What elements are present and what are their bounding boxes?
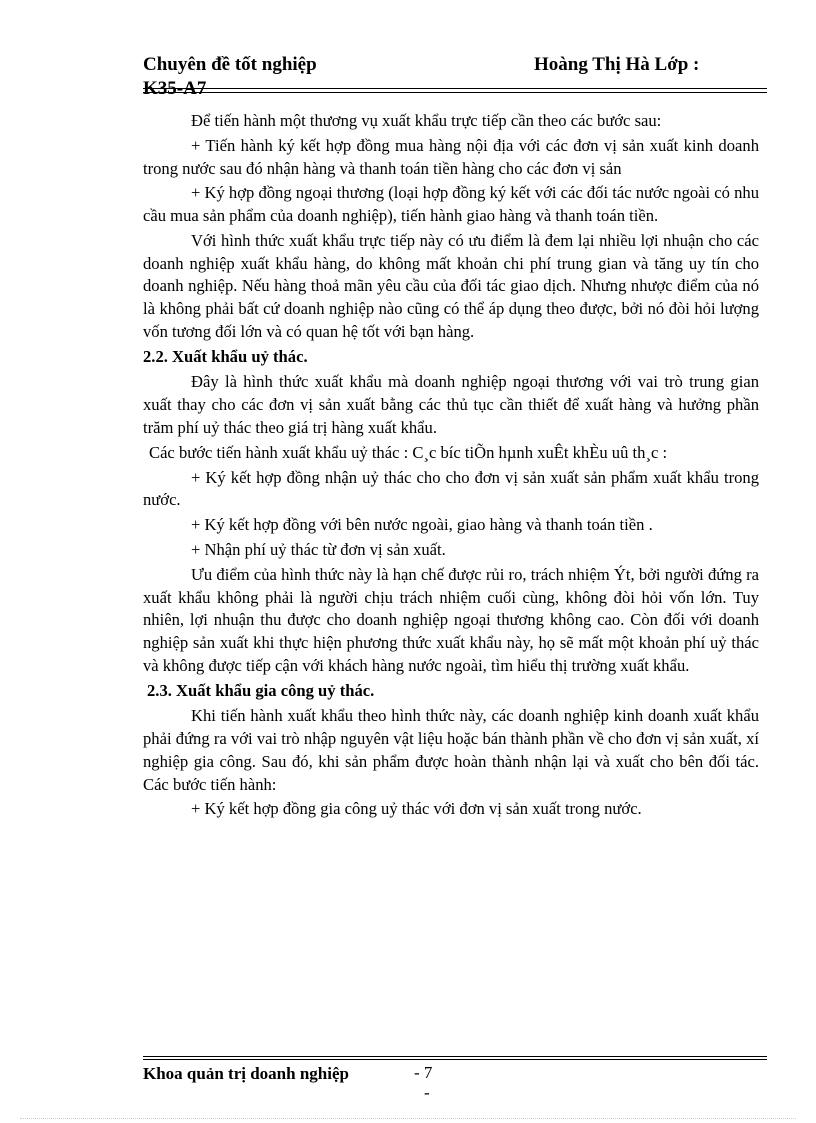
- paragraph: Để tiến hành một thương vụ xuất khẩu trực tiếp cần theo các bước sau:: [191, 111, 662, 130]
- header-class-code: K35-A7: [143, 79, 207, 94]
- paragraph: Đây là hình thức xuất khẩu mà doanh nghiệp ngoại thương với vai trò trung gian xuất thay cho các đơn vị sản xuất bằng các thủ tục cần thiết để xuất hàng và hưởng phần trăm phí uỷ thác theo giá trị hàng xuất khẩu.: [143, 372, 759, 437]
- footer-rule-thin: [143, 1059, 767, 1060]
- page-number: - 7: [414, 1063, 433, 1082]
- bullet-paragraph: + Ký kết hợp đồng với bên nước ngoài, giao hàng và thanh toán tiền .: [191, 515, 653, 535]
- header-title: Chuyên đề tốt nghiệp: [143, 54, 317, 75]
- bullet-paragraph: + Tiến hành ký kết hợp đồng mua hàng nội địa với các đơn vị sản xuất kinh doanh trong nước sau đó nhận hàng và thanh toán tiền hàng cho các đơn vị sản: [143, 135, 759, 178]
- header-rule: [143, 88, 767, 89]
- bullet-paragraph: + Ký hợp đồng ngoại thương (loại hợp đồng ký kết với các đối tác nước ngoài có nhu cầu mua sản phẩm của doanh nghiệp), tiến hành giao hàng và thanh toán tiền.: [143, 183, 760, 226]
- page-body: [143, 110, 759, 823]
- paragraph: Với hình thức xuất khẩu trực tiếp này có ưu điểm là đem lại nhiều lợi nhuận cho các doanh nghiệp xuất khẩu hàng, do không mất khoản chi phí trung gian và tăng uy tín cho doanh nghiệp. Nếu hàng thoả mãn yêu cầu của đối tác giao dịch. Nhưng nhược điểm của nó là không phải bất cứ doanh nghiệp nào cũng có thể áp dụng theo được, bởi nó đòi hỏi lượng vốn tương đối lớn và có quan hệ tốt với bạn hàng.: [143, 231, 759, 341]
- header-author: Hoàng Thị Hà Lớp :: [534, 54, 700, 75]
- paragraph: Khi tiến hành xuất khẩu theo hình thức này, các doanh nghiệp kinh doanh xuất khẩu phải đứng ra với vai trò nhập nguyên vật liệu hoặc bán thành phần về cho đơn vị sản xuất, xí nghiệp gia công. Sau đó, khi sản phẩm được hoàn thành nhận lại và xuất cho bên đối tác. Các bước tiến hành:: [143, 706, 759, 794]
- page-number-dash: -: [424, 1083, 430, 1102]
- section-heading-2-3: 2.3. Xuất khẩu gia công uỷ thác.: [147, 680, 375, 700]
- page-bottom-dotted-line: [20, 1118, 796, 1119]
- footer-faculty: Khoa quản trị doanh nghiệp: [143, 1064, 349, 1083]
- bullet-paragraph: + Ký kết hợp đồng nhận uỷ thác cho cho đơn vị sản xuất sản phẩm xuất khẩu trong nước.: [143, 467, 759, 510]
- paragraph-steps: Các bước tiến hành xuất khẩu uỷ thác : C¸c bíc tiÕn hµnh xuÊt khÈu uû th¸c :: [149, 442, 668, 462]
- bullet-paragraph: + Nhận phí uỷ thác từ đơn vị sản xuất.: [191, 540, 446, 560]
- section-heading-2-2: 2.2. Xuất khẩu uỷ thác.: [143, 346, 308, 366]
- bullet-paragraph: + Ký kết hợp đồng gia công uỷ thác với đơn vị sản xuất trong nước.: [191, 799, 642, 819]
- footer-rule: [143, 1056, 767, 1057]
- header-rule-thin: [143, 92, 767, 93]
- paragraph: Ưu điểm của hình thức này là hạn chế được rủi ro, trách nhiệm Ýt, bởi người đứng ra xuất khẩu không phải là người chịu trách nhiệm cuối cùng, không đòi hỏi vốn lớn. Tuy nhiên, lợi nhuận thu được cho doanh nghiệp ngoại thương không cao. Còn đối với doanh nghiệp sản xuất khi thực hiện phương thức xuất khẩu này, họ sẽ mất một khoản phí uỷ thác và không được tiếp cận với khách hàng nước ngoài, tìm hiểu thị trường xuất khẩu.: [143, 565, 759, 675]
